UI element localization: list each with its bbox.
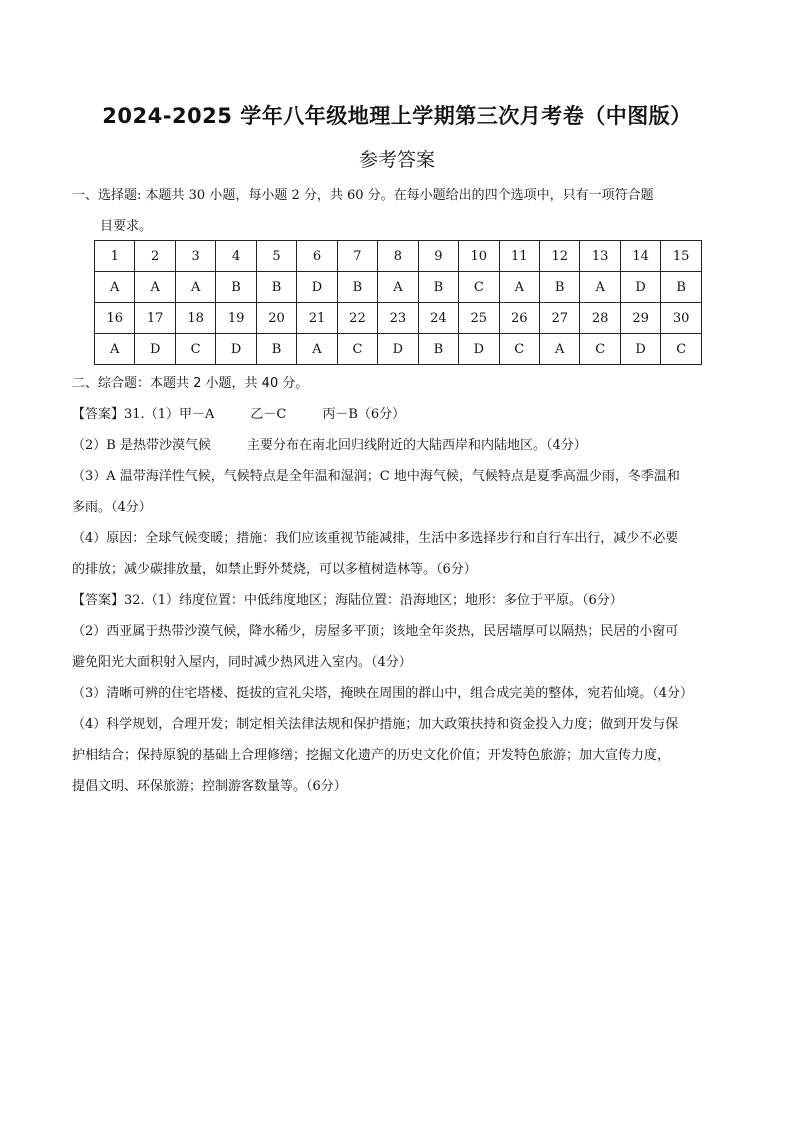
answer-cell: D [297, 272, 337, 303]
q31-p1-b: 乙－C [250, 407, 287, 422]
question-number-cell: 18 [175, 303, 215, 334]
section-2 [72, 368, 724, 802]
q32-part-1 [72, 585, 724, 616]
question-number-cell: 23 [378, 303, 418, 334]
table-row-answers-1 [95, 272, 702, 303]
question-number-cell: 30 [661, 303, 702, 334]
answer-cell: D [620, 272, 660, 303]
question-number-cell: 3 [175, 241, 215, 272]
q31-p1-c: 丙－B（6分） [322, 407, 406, 422]
question-number-cell: 16 [95, 303, 135, 334]
question-number-cell: 7 [337, 241, 377, 272]
answer-cell: C [175, 334, 215, 365]
answer-cell: C [499, 334, 539, 365]
answer-cell: B [418, 334, 458, 365]
page-title: 2024-2025 学年八年级地理上学期第三次月考卷（中图版） [102, 104, 692, 128]
q32-part-4-line-1: （4）科学规划，合理开发；制定相关法律法规和保护措施；加大政策扶持和资金投入力度；做到开发与保 [72, 717, 679, 732]
section-2-heading: 二、综合题：本题共 2 小题，共 40 分。 [72, 376, 309, 391]
q31-p1-a: （1）甲－A [144, 407, 215, 422]
q31-part-3-line-2: 多雨。（4分） [72, 500, 152, 515]
question-number-cell: 13 [580, 241, 620, 272]
q31-part-2 [72, 430, 724, 461]
question-number-cell: 12 [539, 241, 579, 272]
question-number-cell: 17 [135, 303, 175, 334]
answer-cell: B [256, 272, 296, 303]
answer-cell: B [337, 272, 377, 303]
answer-cell: D [620, 334, 660, 365]
table-row-answers-2 [95, 334, 702, 365]
answer-cell: A [499, 272, 539, 303]
question-number-cell: 24 [418, 303, 458, 334]
answer-cell: C [337, 334, 377, 365]
question-number-cell: 26 [499, 303, 539, 334]
section-1-line-1: 一、选择题: 本题共 30 小题，每小题 2 分，共 60 分。在每小题给出的四个选项中，只有一项符合题 [72, 188, 654, 203]
answer-cell: B [216, 272, 256, 303]
q32-part-4-line-3: 提倡文明、环保旅游；控制游客数量等。（6分） [72, 779, 347, 794]
answer-cell: C [661, 334, 702, 365]
question-number-cell: 8 [378, 241, 418, 272]
question-number-cell: 1 [95, 241, 135, 272]
answer-cell: B [539, 272, 579, 303]
answer-cell: A [95, 334, 135, 365]
answer-cell: A [378, 272, 418, 303]
answer-cell: A [580, 272, 620, 303]
q31-p2-a: （2）B 是热带沙漠气候 [72, 438, 211, 453]
question-number-cell: 27 [539, 303, 579, 334]
question-number-cell: 15 [661, 241, 702, 272]
question-number-cell: 6 [297, 241, 337, 272]
answer-cell: C [580, 334, 620, 365]
page-subtitle: 参考答案 [358, 149, 435, 171]
q32-answer-label: 【答案】32. [72, 593, 145, 608]
question-number-cell: 25 [459, 303, 499, 334]
question-number-cell: 11 [499, 241, 539, 272]
table-row-numbers-2 [95, 303, 702, 334]
answer-cell: A [95, 272, 135, 303]
answer-cell: D [459, 334, 499, 365]
answer-table [94, 240, 702, 365]
question-number-cell: 10 [459, 241, 499, 272]
q31-part-3-line-1: （3）A 温带海洋性气候，气候特点是全年温和湿润；C 地中海气候，气候特点是夏季高温少雨，冬季温和 [72, 469, 680, 484]
q32-p1: （1）纬度位置：中低纬度地区；海陆位置：沿海地区；地形：多位于平原。（6分） [144, 593, 623, 608]
q31-p2-b: 主要分布在南北回归线附近的大陆西岸和内陆地区。（4分） [246, 438, 587, 453]
question-number-cell: 29 [620, 303, 660, 334]
q32-part-4-line-2: 护相结合；保持原貌的基础上合理修缮；挖掘文化遗产的历史文化价值；开发特色旅游；加大宣传力度， [72, 748, 671, 763]
q32-part-2-line-2: 避免阳光大面积射入屋内，同时减少热风进入室内。（4分） [72, 655, 412, 670]
q31-answer-label: 【答案】31. [72, 407, 145, 422]
answer-cell: B [661, 272, 702, 303]
question-number-cell: 4 [216, 241, 256, 272]
answer-cell: A [297, 334, 337, 365]
question-number-cell: 19 [216, 303, 256, 334]
q32-part-3: （3）清晰可辨的住宅塔楼、挺拔的宣礼尖塔，掩映在周围的群山中，组合成完美的整体，宛若仙境。（4分） [72, 686, 694, 701]
answer-cell: D [216, 334, 256, 365]
answer-cell: D [378, 334, 418, 365]
section-1-instructions [72, 180, 724, 242]
question-number-cell: 22 [337, 303, 377, 334]
question-number-cell: 14 [620, 241, 660, 272]
question-number-cell: 28 [580, 303, 620, 334]
answer-cell: A [135, 272, 175, 303]
q31-part-1 [72, 399, 724, 430]
answer-cell: B [418, 272, 458, 303]
answer-cell: A [175, 272, 215, 303]
table-row-numbers-1 [95, 241, 702, 272]
section-1-line-2: 目要求。 [100, 219, 153, 234]
question-number-cell: 5 [256, 241, 296, 272]
question-number-cell: 9 [418, 241, 458, 272]
answer-cell: B [256, 334, 296, 365]
answer-cell: A [539, 334, 579, 365]
q31-part-4-line-1: （4）原因：全球气候变暖；措施：我们应该重视节能减排，生活中多选择步行和自行车出行，减少不必要 [72, 531, 679, 546]
question-number-cell: 21 [297, 303, 337, 334]
answer-cell: D [135, 334, 175, 365]
q31-part-4-line-2: 的排放；减少碳排放量，如禁止野外焚烧，可以多植树造林等。（6分） [72, 562, 477, 577]
question-number-cell: 2 [135, 241, 175, 272]
answer-cell: C [459, 272, 499, 303]
q32-part-2-line-1: （2）西亚属于热带沙漠气候，降水稀少，房屋多平顶；该地全年炎热，民居墙厚可以隔热；民居的小窗可 [72, 624, 679, 639]
question-number-cell: 20 [256, 303, 296, 334]
